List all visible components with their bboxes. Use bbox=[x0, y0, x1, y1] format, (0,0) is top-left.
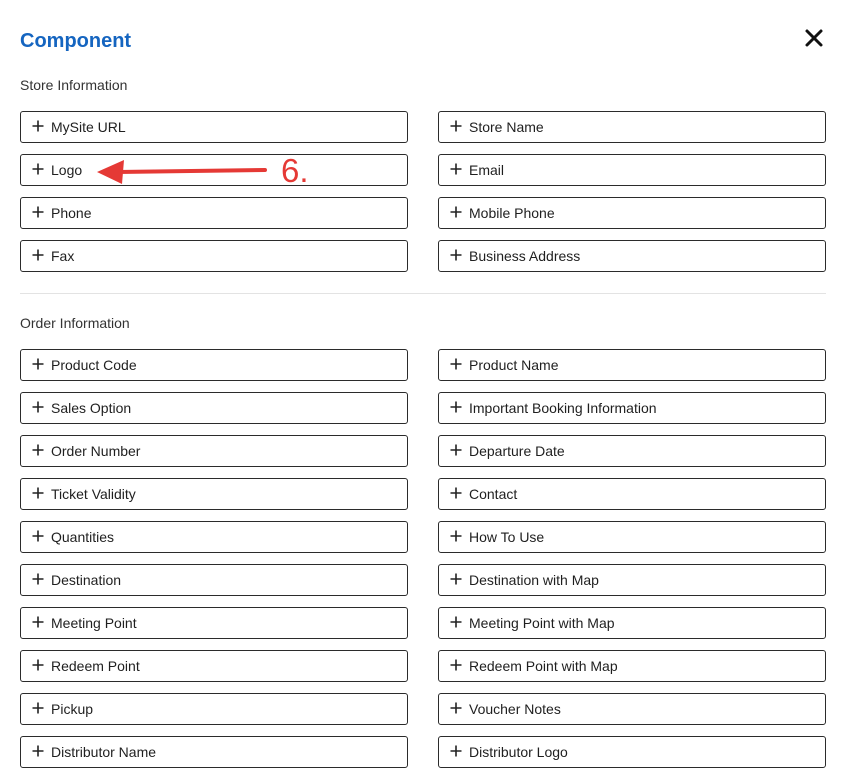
add-store-name-button[interactable] bbox=[438, 111, 826, 143]
button-label: Order Number bbox=[51, 443, 141, 459]
add-fax-button[interactable] bbox=[20, 240, 408, 272]
add-ticket-validity-button[interactable] bbox=[20, 478, 408, 510]
button-label: MySite URL bbox=[51, 119, 126, 135]
plus-icon bbox=[450, 659, 462, 671]
plus-icon bbox=[32, 530, 44, 542]
plus-icon bbox=[32, 120, 44, 132]
add-redeem-point-with-map-button[interactable] bbox=[438, 650, 826, 682]
plus-icon bbox=[32, 206, 44, 218]
add-mobile-phone-button[interactable] bbox=[438, 197, 826, 229]
plus-icon bbox=[32, 163, 44, 175]
add-voucher-notes-button[interactable] bbox=[438, 693, 826, 725]
plus-icon bbox=[450, 358, 462, 370]
button-label: Meeting Point bbox=[51, 615, 137, 631]
plus-icon bbox=[450, 745, 462, 757]
plus-icon bbox=[450, 163, 462, 175]
button-label: Store Name bbox=[469, 119, 544, 135]
order-component-grid bbox=[20, 349, 826, 768]
plus-icon bbox=[32, 401, 44, 413]
button-label: Logo bbox=[51, 162, 83, 178]
button-label: Destination with Map bbox=[469, 572, 599, 588]
add-departure-date-button[interactable] bbox=[438, 435, 826, 467]
close-icon bbox=[804, 28, 824, 48]
order-section-title: Order Information bbox=[20, 315, 130, 331]
button-label: Pickup bbox=[51, 701, 94, 717]
annotation-step-number: 6. bbox=[281, 152, 309, 189]
plus-icon bbox=[450, 530, 462, 542]
add-phone-button[interactable] bbox=[20, 197, 408, 229]
add-order-number-button[interactable] bbox=[20, 435, 408, 467]
button-label: Business Address bbox=[469, 248, 581, 264]
button-label: Voucher Notes bbox=[469, 701, 561, 717]
plus-icon bbox=[450, 206, 462, 218]
store-component-grid bbox=[20, 111, 826, 272]
add-business-address-button[interactable] bbox=[438, 240, 826, 272]
add-product-name-button[interactable] bbox=[438, 349, 826, 381]
add-logo-button[interactable] bbox=[20, 154, 408, 186]
plus-icon bbox=[450, 249, 462, 261]
plus-icon bbox=[32, 444, 44, 456]
dialog-title: Component bbox=[20, 30, 132, 52]
button-label: Mobile Phone bbox=[469, 205, 555, 221]
add-mysite-url-button[interactable] bbox=[20, 111, 408, 143]
button-label: Distributor Name bbox=[51, 744, 157, 760]
add-destination-button[interactable] bbox=[20, 564, 408, 596]
store-section-title: Store Information bbox=[20, 77, 128, 93]
add-destination-with-map-button[interactable] bbox=[438, 564, 826, 596]
button-label: Destination bbox=[51, 572, 122, 588]
add-quantities-button[interactable] bbox=[20, 521, 408, 553]
plus-icon bbox=[32, 616, 44, 628]
button-label: Redeem Point with Map bbox=[469, 658, 618, 674]
plus-icon bbox=[32, 249, 44, 261]
add-distributor-name-button[interactable] bbox=[20, 736, 408, 768]
plus-icon bbox=[32, 702, 44, 714]
plus-icon bbox=[32, 487, 44, 499]
button-label: Phone bbox=[51, 205, 92, 221]
add-meeting-point-with-map-button[interactable] bbox=[438, 607, 826, 639]
add-sales-option-button[interactable] bbox=[20, 392, 408, 424]
plus-icon bbox=[32, 358, 44, 370]
add-product-code-button[interactable] bbox=[20, 349, 408, 381]
add-distributor-logo-button[interactable] bbox=[438, 736, 826, 768]
button-label: Product Code bbox=[51, 357, 137, 373]
plus-icon bbox=[450, 444, 462, 456]
plus-icon bbox=[450, 573, 462, 585]
plus-icon bbox=[450, 702, 462, 714]
section-divider bbox=[20, 293, 826, 294]
button-label: Email bbox=[469, 162, 505, 178]
add-meeting-point-button[interactable] bbox=[20, 607, 408, 639]
add-how-to-use-button[interactable] bbox=[438, 521, 826, 553]
plus-icon bbox=[450, 616, 462, 628]
button-label: Contact bbox=[469, 486, 518, 502]
button-label: Quantities bbox=[51, 529, 115, 545]
button-label: Important Booking Information bbox=[469, 400, 657, 416]
button-label: Fax bbox=[51, 248, 75, 264]
button-label: Meeting Point with Map bbox=[469, 615, 615, 631]
button-label: Sales Option bbox=[51, 400, 132, 416]
button-label: How To Use bbox=[469, 529, 545, 545]
button-label: Redeem Point bbox=[51, 658, 140, 674]
plus-icon bbox=[450, 401, 462, 413]
add-email-button[interactable] bbox=[438, 154, 826, 186]
button-label: Distributor Logo bbox=[469, 744, 568, 760]
add-redeem-point-button[interactable] bbox=[20, 650, 408, 682]
plus-icon bbox=[32, 659, 44, 671]
plus-icon bbox=[32, 573, 44, 585]
button-label: Departure Date bbox=[469, 443, 565, 459]
button-label: Ticket Validity bbox=[51, 486, 136, 502]
button-label: Product Name bbox=[469, 357, 559, 373]
plus-icon bbox=[450, 487, 462, 499]
add-important-booking-information-button[interactable] bbox=[438, 392, 826, 424]
add-pickup-button[interactable] bbox=[20, 693, 408, 725]
add-contact-button[interactable] bbox=[438, 478, 826, 510]
plus-icon bbox=[450, 120, 462, 132]
plus-icon bbox=[32, 745, 44, 757]
close-button[interactable] bbox=[804, 28, 824, 48]
